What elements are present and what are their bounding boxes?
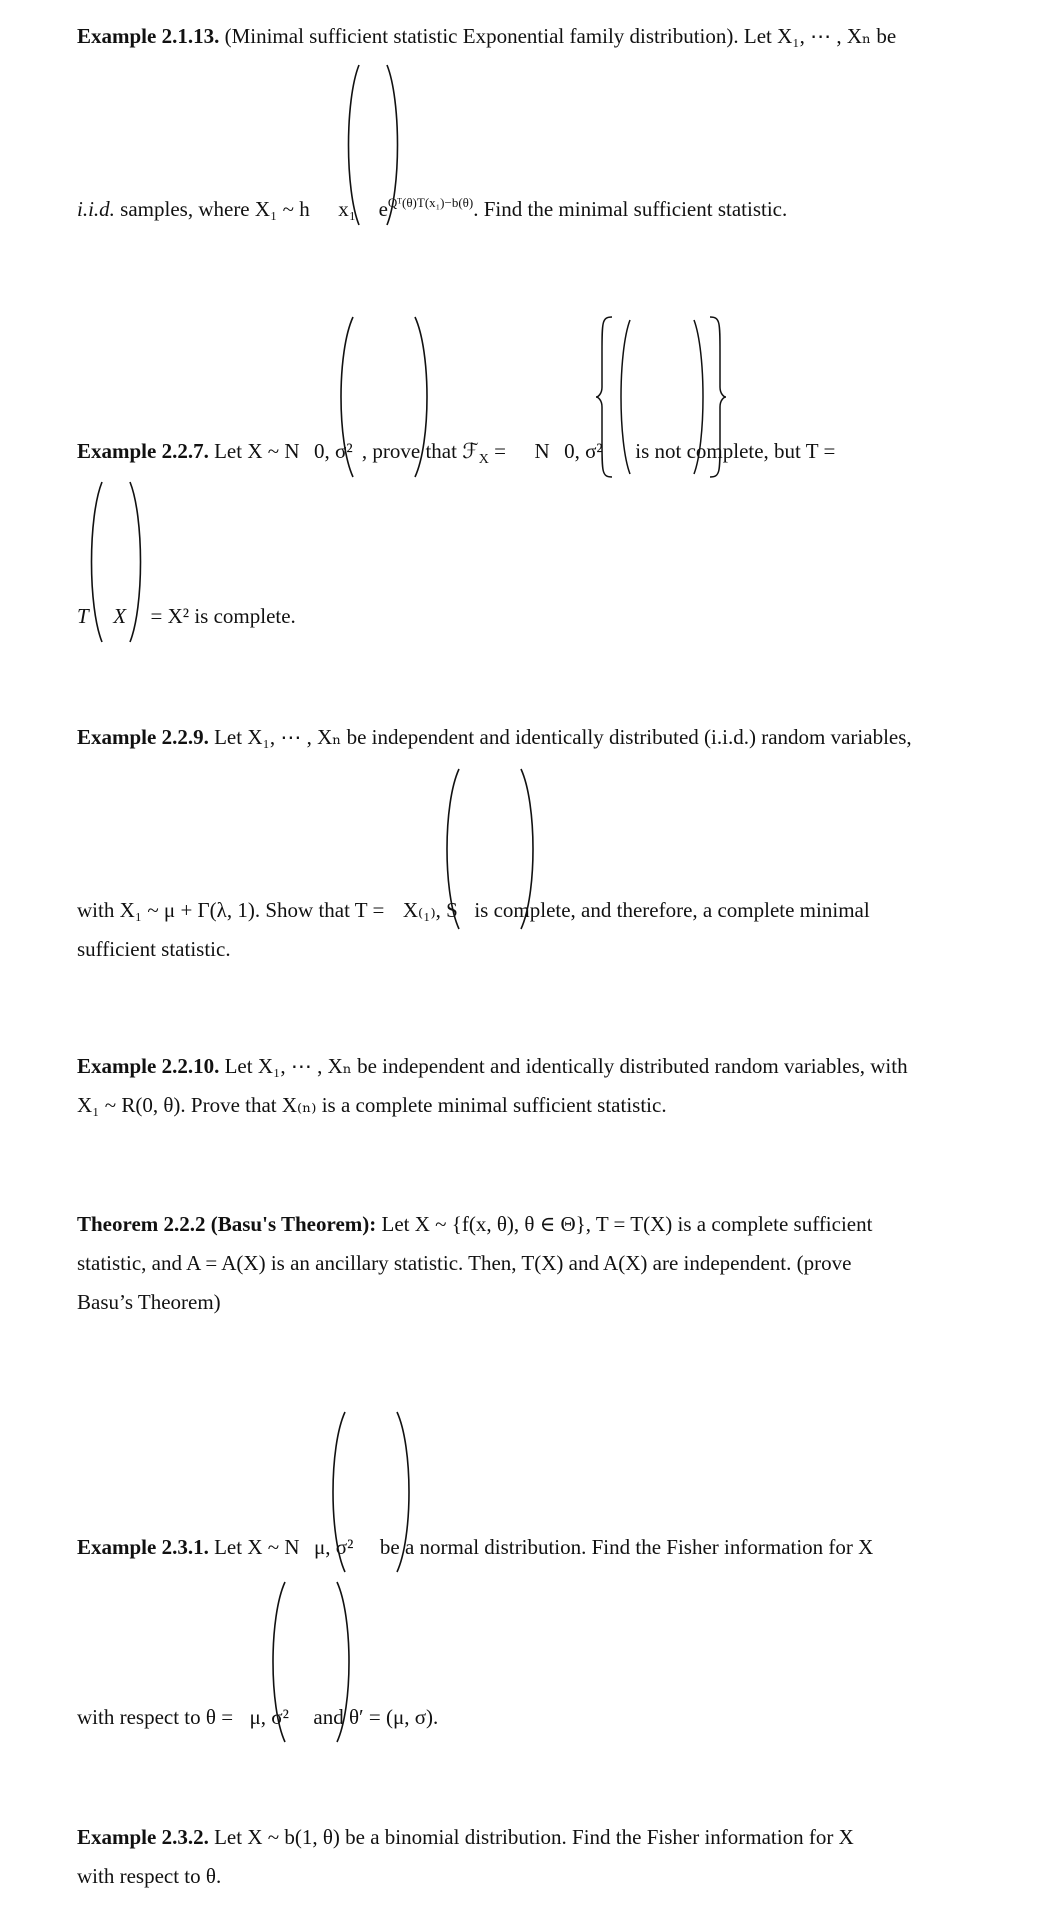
argument-text: 0, σ² <box>564 439 603 463</box>
example-label: Example 2.2.7. <box>77 439 209 463</box>
theorem-text: Basu’s Theorem) <box>77 1290 221 1314</box>
example-2-3-1-line2 <box>77 1707 438 1728</box>
distribution-text: samples, where X₁ ~ h <box>120 197 310 221</box>
example-2-2-9-line2 <box>77 900 870 921</box>
example-text: X₁ ~ R(0, θ). Prove that X₍ₙ₎ is a complete minimal sufficient statistic. <box>77 1093 667 1117</box>
example-label: Example 2.3.1. <box>77 1535 209 1559</box>
example-text: = X² is complete. <box>150 604 296 628</box>
equals-text: = <box>494 439 506 463</box>
example-2-3-2-line1 <box>77 1827 854 1848</box>
argument-text: μ, σ² <box>249 1705 289 1729</box>
theorem-text: statistic, and A = A(X) is an ancillary statistic. Then, T(X) and A(X) are independent. (prove <box>77 1251 852 1275</box>
example-text: sufficient statistic. <box>77 937 231 961</box>
example-text: and θ′ = (μ, σ). <box>313 1705 439 1729</box>
theorem-text: Let X ~ {f(x, θ), θ ∈ Θ}, T = T(X) is a complete sufficient <box>381 1212 873 1236</box>
argument-text: N <box>534 439 550 463</box>
example-text: be a normal distribution. Find the Fisher information for X <box>379 1535 874 1559</box>
family-subscript: X <box>478 452 489 467</box>
example-2-2-9-line1 <box>77 727 912 748</box>
iid-text: i.i.d. <box>77 197 115 221</box>
argument-text: X₍₁₎, S <box>402 898 458 922</box>
example-text: (Minimal sufficient statistic Exponential family distribution). Let X₁, ⋯ , Xₙ be <box>224 24 897 48</box>
example-text: with respect to θ. <box>77 1864 222 1888</box>
argument-text: 0, σ² <box>314 439 353 463</box>
example-text: Let X₁, ⋯ , Xₙ be independent and identically distributed random variables, with <box>224 1054 908 1078</box>
example-2-1-13-line2 <box>77 196 787 220</box>
example-2-1-13-line1 <box>77 26 896 47</box>
example-label: Example 2.2.10. <box>77 1054 220 1078</box>
example-text: is not complete, but T = <box>635 439 836 463</box>
example-label: Example 2.1.13. <box>77 24 220 48</box>
example-2-2-9-line3 <box>77 939 231 960</box>
example-2-2-10-line2 <box>77 1095 667 1116</box>
example-text: is complete, and therefore, a complete minimal <box>474 898 870 922</box>
example-2-2-7-line1 <box>77 441 835 467</box>
example-text-end: . Find the minimal sufficient statistic. <box>473 197 788 221</box>
example-2-2-7-line2 <box>77 606 296 627</box>
theorem-label: Theorem 2.2.2 (Basu's Theorem): <box>77 1212 377 1236</box>
example-text: with respect to θ = <box>77 1705 234 1729</box>
distribution-text: Let X ~ N <box>214 439 300 463</box>
example-2-3-1-line1 <box>77 1537 873 1558</box>
argument-text: μ, σ² <box>314 1535 354 1559</box>
example-text: Let X ~ b(1, θ) be a binomial distribution. Find the Fisher information for X <box>214 1825 854 1849</box>
example-text: Let X₁, ⋯ , Xₙ be independent and identically distributed (i.i.d.) random variables, <box>214 725 912 749</box>
example-2-3-2-line2 <box>77 1866 221 1887</box>
example-2-2-10-line1 <box>77 1056 908 1077</box>
theorem-2-2-2-line3 <box>77 1292 221 1313</box>
example-label: Example 2.2.9. <box>77 725 209 749</box>
example-text: with X₁ ~ μ + Γ(λ, 1). Show that T = <box>77 898 385 922</box>
distribution-text: Let X ~ N <box>214 1535 300 1559</box>
exp-power: Qᵀ(θ)T(x₁)−b(θ) <box>387 195 474 210</box>
argument-text: X <box>113 604 127 628</box>
example-label: Example 2.3.2. <box>77 1825 209 1849</box>
statistic-symbol: T <box>77 604 89 628</box>
theorem-2-2-2-line1 <box>77 1214 872 1235</box>
exp-base: e <box>378 197 388 221</box>
argument-text: x₁ <box>338 197 357 221</box>
family-text: , prove that ℱ <box>361 439 479 463</box>
theorem-2-2-2-line2 <box>77 1253 851 1274</box>
